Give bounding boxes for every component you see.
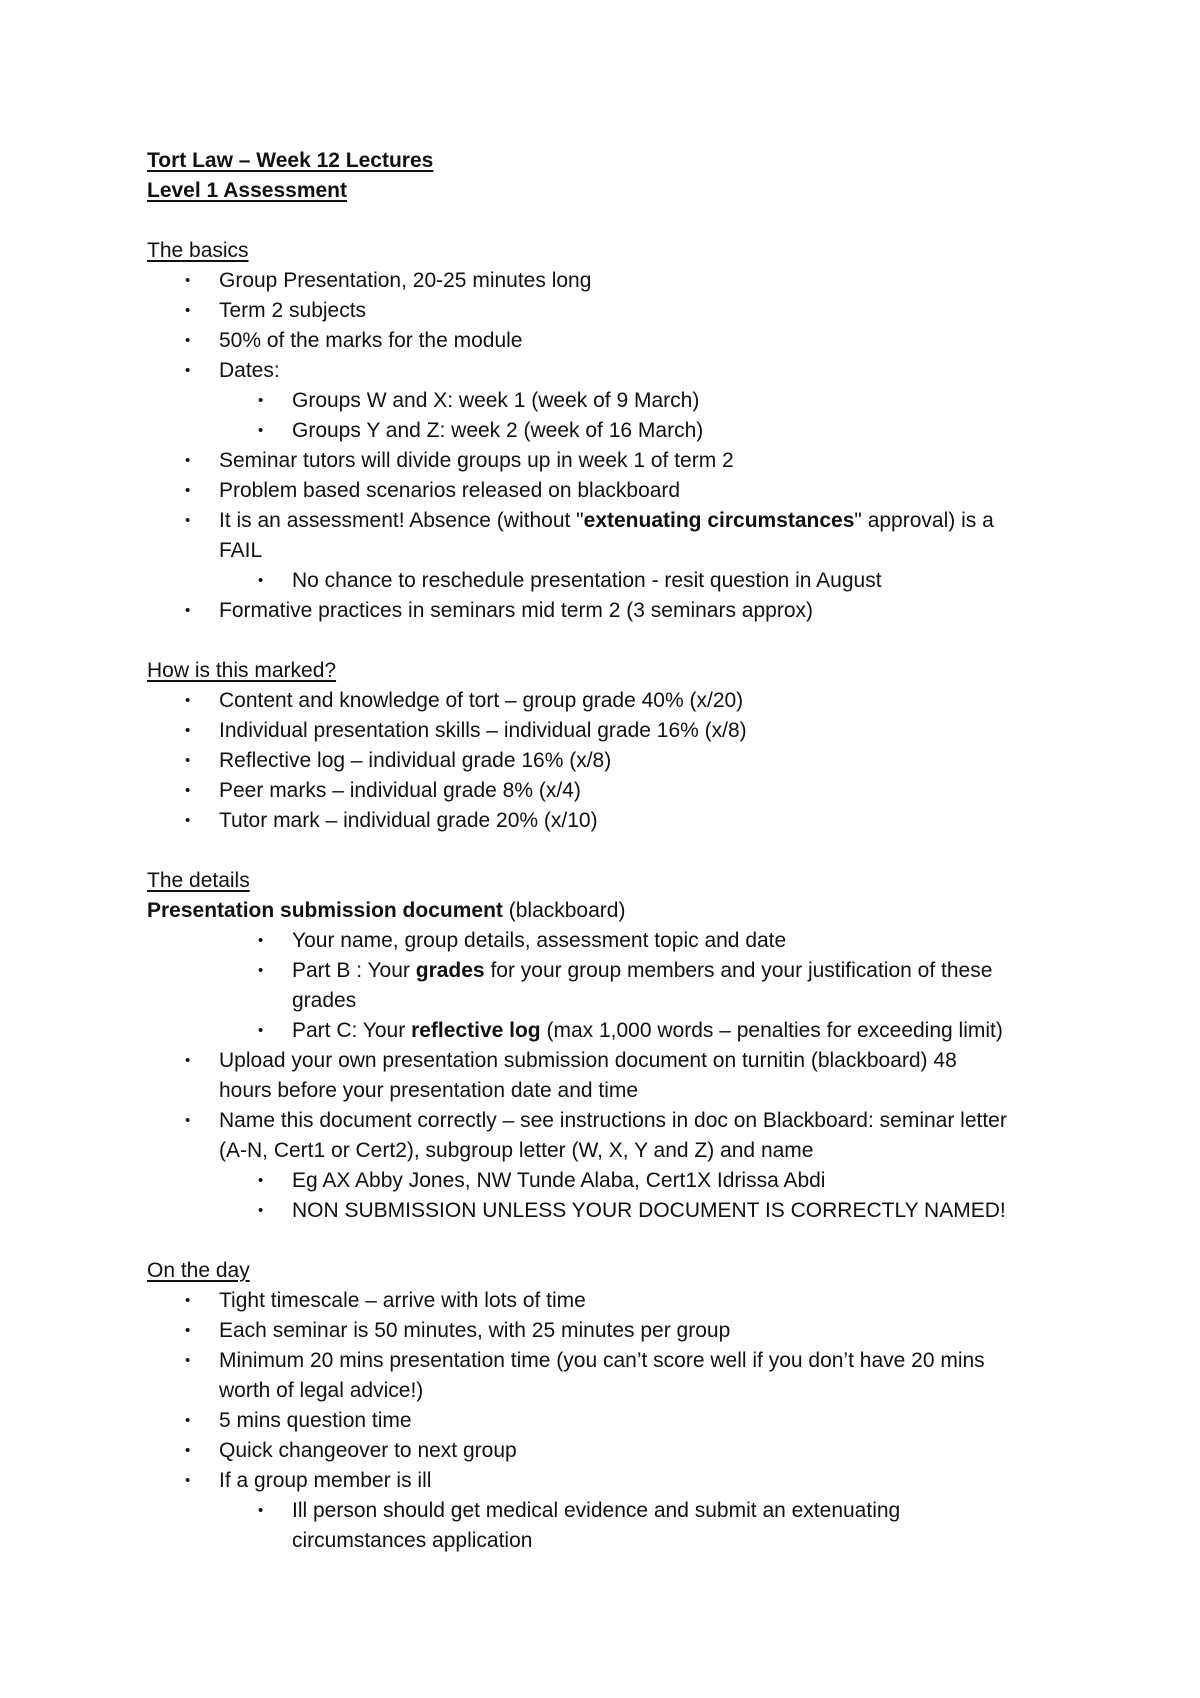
list-item: Groups W and X: week 1 (week of 9 March): [292, 389, 700, 412]
bullet: •: [185, 1112, 191, 1129]
section-heading-marking: How is this marked?: [147, 659, 337, 682]
text-run: (blackboard): [502, 899, 626, 922]
bullet: •: [258, 932, 264, 949]
list-item-continuation: FAIL: [219, 539, 263, 562]
list-item: Quick changeover to next group: [219, 1439, 517, 1462]
list-item: Each seminar is 50 minutes, with 25 minutes per group: [219, 1319, 731, 1342]
emphasis: extenuating circumstances: [583, 509, 855, 532]
bullet: •: [258, 422, 264, 439]
bullet: •: [258, 392, 264, 409]
bullet: •: [258, 1202, 264, 1219]
list-item: Groups Y and Z: week 2 (week of 16 March): [292, 419, 704, 442]
list-item: If a group member is ill: [219, 1469, 432, 1492]
bullet: •: [185, 332, 191, 349]
list-item: [219, 506, 994, 536]
list-item: Your name, group details, assessment topic and date: [292, 929, 787, 952]
list-item: Individual presentation skills – individual grade 16% (x/8): [219, 719, 747, 742]
list-item: Eg AX Abby Jones, NW Tunde Alaba, Cert1X Idrissa Abdi: [292, 1169, 826, 1192]
list-item: Dates:: [219, 359, 280, 382]
list-item: Content and knowledge of tort – group grade 40% (x/20): [219, 689, 744, 712]
list-item: NON SUBMISSION UNLESS YOUR DOCUMENT IS CORRECTLY NAMED!: [292, 1199, 1006, 1222]
bullet: •: [185, 1052, 191, 1069]
list-item: Problem based scenarios released on blackboard: [219, 479, 681, 502]
bullet: •: [185, 1352, 191, 1369]
list-item: Name this document correctly – see instructions in doc on Blackboard: seminar letter: [219, 1109, 1007, 1132]
document-title: Tort Law – Week 12 Lectures: [147, 149, 434, 172]
bullet: •: [185, 512, 191, 529]
list-item: Peer marks – individual grade 8% (x/4): [219, 779, 581, 802]
list-item: Ill person should get medical evidence and submit an extenuating: [292, 1499, 901, 1522]
bullet: •: [185, 722, 191, 739]
list-item: [292, 1016, 1003, 1046]
bullet: •: [258, 1172, 264, 1189]
list-item: 5 mins question time: [219, 1409, 412, 1432]
bullet: •: [258, 572, 264, 589]
emphasis: reflective log: [411, 1019, 541, 1042]
bullet: •: [185, 812, 191, 829]
bullet: •: [185, 482, 191, 499]
emphasis: grades: [415, 959, 485, 982]
text-run: It is an assessment! Absence (without ": [219, 509, 584, 532]
bullet: •: [185, 272, 191, 289]
bullet: •: [185, 362, 191, 379]
text-run: " approval) is a: [854, 509, 994, 532]
list-item-continuation: grades: [292, 989, 357, 1012]
submission-document-label: Presentation submission document: [147, 899, 503, 922]
text-run: Part B : Your: [292, 959, 416, 982]
list-item: Minimum 20 mins presentation time (you can’t score well if you don’t have 20 mins: [219, 1349, 985, 1372]
list-item: Reflective log – individual grade 16% (x/8): [219, 749, 612, 772]
list-item-continuation: worth of legal advice!): [219, 1379, 424, 1402]
list-item: Seminar tutors will divide groups up in week 1 of term 2: [219, 449, 734, 472]
text-run: Part C: Your: [292, 1019, 412, 1042]
section-heading-basics: The basics: [147, 239, 249, 262]
list-item: 50% of the marks for the module: [219, 329, 523, 352]
list-item: Upload your own presentation submission document on turnitin (blackboard) 48: [219, 1049, 957, 1072]
bullet: •: [185, 602, 191, 619]
list-item: No chance to reschedule presentation - resit question in August: [292, 569, 882, 592]
list-item: Term 2 subjects: [219, 299, 367, 322]
list-item: Formative practices in seminars mid term 2 (3 seminars approx): [219, 599, 814, 622]
bullet: •: [185, 1412, 191, 1429]
section-heading-day: On the day: [147, 1259, 250, 1282]
document-subtitle: Level 1 Assessment: [147, 179, 348, 202]
bullet: •: [185, 1322, 191, 1339]
section-heading-details: The details: [147, 869, 250, 892]
text-run: (max 1,000 words – penalties for exceeding limit): [540, 1019, 1003, 1042]
list-item: [292, 956, 992, 986]
bullet: •: [185, 692, 191, 709]
bullet: •: [185, 1442, 191, 1459]
list-item: Tight timescale – arrive with lots of time: [219, 1289, 586, 1312]
bullet: •: [185, 452, 191, 469]
bullet: •: [258, 1022, 264, 1039]
list-item: Tutor mark – individual grade 20% (x/10): [219, 809, 598, 832]
submission-document-line: [147, 896, 625, 926]
list-item-continuation: (A-N, Cert1 or Cert2), subgroup letter (W, X, Y and Z) and name: [219, 1139, 814, 1162]
bullet: •: [185, 752, 191, 769]
list-item-continuation: hours before your presentation date and time: [219, 1079, 639, 1102]
bullet: •: [185, 1472, 191, 1489]
bullet: •: [185, 302, 191, 319]
bullet: •: [185, 1292, 191, 1309]
list-item: Group Presentation, 20-25 minutes long: [219, 269, 592, 292]
bullet: •: [258, 962, 264, 979]
bullet: •: [258, 1502, 264, 1519]
bullet: •: [185, 782, 191, 799]
list-item-continuation: circumstances application: [292, 1529, 533, 1552]
text-run: for your group members and your justification of these: [484, 959, 993, 982]
